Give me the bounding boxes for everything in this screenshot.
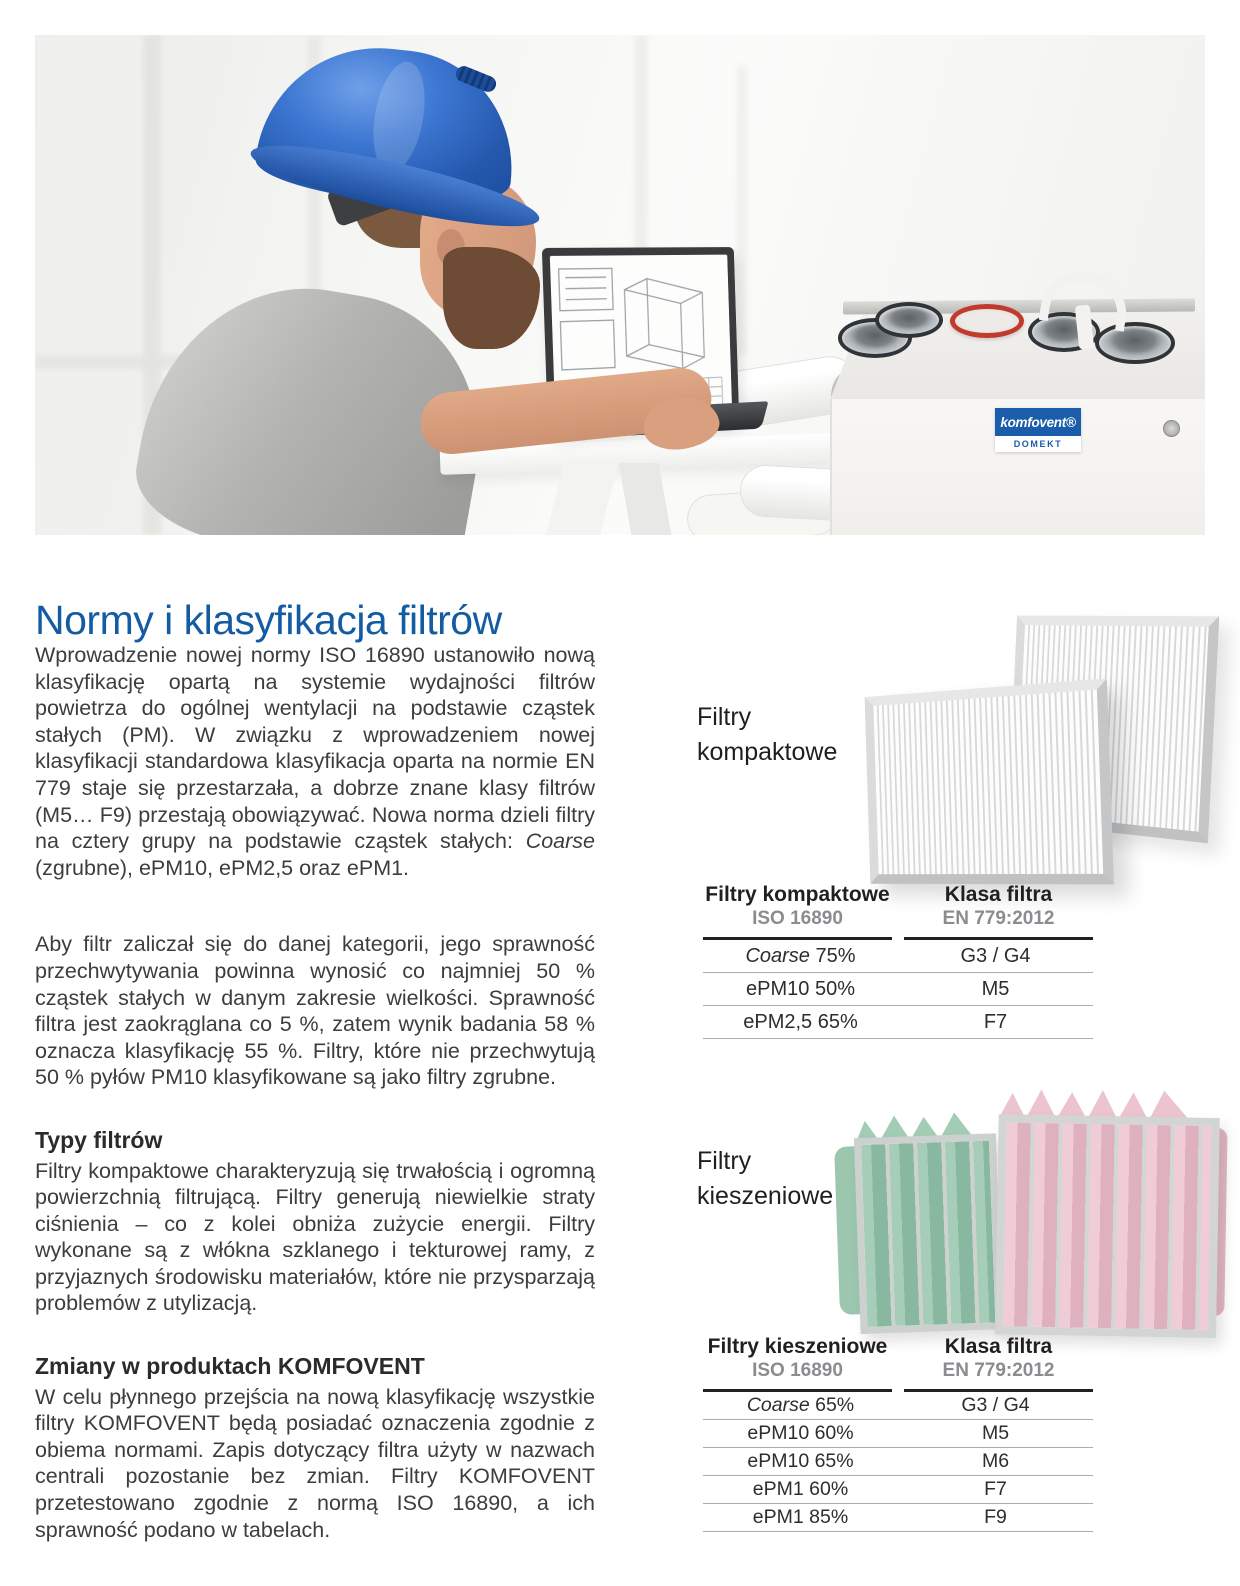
duct-port-red <box>950 304 1024 338</box>
domekt-model-text: DOMEKT <box>995 436 1081 452</box>
pocket-filter-frame <box>854 1133 1003 1334</box>
table-row: ePM2,5 65% F7 <box>703 1006 1093 1039</box>
duct-port <box>875 302 943 338</box>
compact-filters-label: Filtry kompaktowe <box>697 703 838 766</box>
filter-types-paragraph: Filtry kompaktowe charakteryzują się trwałością i ogromną powierzchnią filtrującą. Filtry generują niewielkie straty ciśnienia – co z kolei obniża zużycie energii. Filtry wykonane są z włókna szklanego i tekturowej ramy, z przyjaznych środowisku materiałów, które nie przysparzają problemów z utylizacją. <box>35 1158 595 1316</box>
hero-photo <box>35 35 1205 535</box>
table-header <box>703 884 1093 940</box>
table-row: Coarse 65% G3 / G4 <box>703 1392 1093 1420</box>
table-col1-title: Filtry kieszeniowe <box>707 1335 888 1358</box>
desk-leg <box>619 463 672 535</box>
table-col2-title: Klasa filtra <box>944 1335 1053 1358</box>
table-row: ePM10 50% M5 <box>703 973 1093 1006</box>
pocket-filters-label: Filtry kieszeniowe <box>697 1147 834 1210</box>
desk-leg <box>546 463 618 535</box>
pocket-filter-frame <box>995 1114 1220 1338</box>
pocket-filters-table <box>703 1336 1093 1532</box>
table-col1-subtitle: ISO 16890 <box>752 1360 843 1381</box>
pocket-filter-green <box>854 1134 988 1320</box>
compact-filters-table <box>703 884 1093 1039</box>
table-col2-title: Klasa filtra <box>944 883 1053 906</box>
pocket-filters-image <box>845 1086 1213 1334</box>
intro-paragraph: Wprowadzenie nowej normy ISO 16890 ustanowiło nową klasyfikację opartą na systemie wydajności filtrów powietrza do ogólnej wentylacji na podstawie cząstek stałych (PM). W związku z wprowadzeniem nowej klasyfikacji standardowa klasyfikacja oparta na normie EN 779 staje się przestarzała, a dobrze znane klasy filtrów (M5… F9) przestają obowiązywać. Nowa norma dzieli filtry na cztery grupy na podstawie cząstek stałych: Coarse (zgrubne), ePM10, ePM2,5 oraz ePM1. <box>35 643 595 880</box>
table-header <box>703 1336 1093 1392</box>
komfovent-logo <box>995 408 1081 452</box>
section-heading-product-changes: Zmiany w produktach KOMFOVENT <box>35 1353 425 1380</box>
table-row: Coarse 75% G3 / G4 <box>703 940 1093 973</box>
pocket-filter-pink <box>995 1114 1204 1322</box>
table-col1-title: Filtry kompaktowe <box>705 883 890 906</box>
komfovent-brand-text: komfovent® <box>995 408 1081 436</box>
table-row: ePM1 60% F7 <box>703 1476 1093 1504</box>
table-col2-subtitle: EN 779:2012 <box>942 1360 1055 1381</box>
table-row: ePM10 60% M5 <box>703 1420 1093 1448</box>
table-row: ePM1 85% F9 <box>703 1504 1093 1532</box>
worker-beard <box>443 247 540 349</box>
table-col1-subtitle: ISO 16890 <box>752 908 843 929</box>
page-title: Normy i klasyfikacja filtrów <box>35 597 502 644</box>
table-col2-subtitle: EN 779:2012 <box>942 908 1055 929</box>
section-heading-filter-types: Typy filtrów <box>35 1126 163 1153</box>
compact-filters-image <box>840 596 1212 868</box>
compact-filter-panel <box>865 678 1114 884</box>
product-changes-paragraph: W celu płynnego przejścia na nową klasyfikację wszystkie filtry KOMFOVENT będą posiadać oznaczenia zgodnie z obiema normami. Zapis dotyczący filtra użyty w nazwach centrali pozostanie bez zmian. Filtry KOMFOVENT przetestowano zgodnie z normą ISO 16890, a ich sprawność podano w tabelach. <box>35 1384 595 1542</box>
lock-screw <box>1163 420 1180 437</box>
efficiency-paragraph: Aby filtr zaliczał się do danej kategorii, jego sprawność przechwytywania powinna wynosić co najmniej 50 % cząstek stałych w danym zakresie wielkości. Sprawność filtra jest zaokrąglana co 5 %, zatem wynik badania 58 % oznacza klasyfikację 55 %. Filtry, które nie przechwytują 50 % pyłów PM10 klasyfikowane są jako filtry zgrubne. <box>35 932 595 1090</box>
body-text-column <box>35 642 595 1543</box>
window-pane <box>35 35 145 535</box>
door-frame <box>737 65 747 355</box>
table-row: ePM10 65% M6 <box>703 1448 1093 1476</box>
